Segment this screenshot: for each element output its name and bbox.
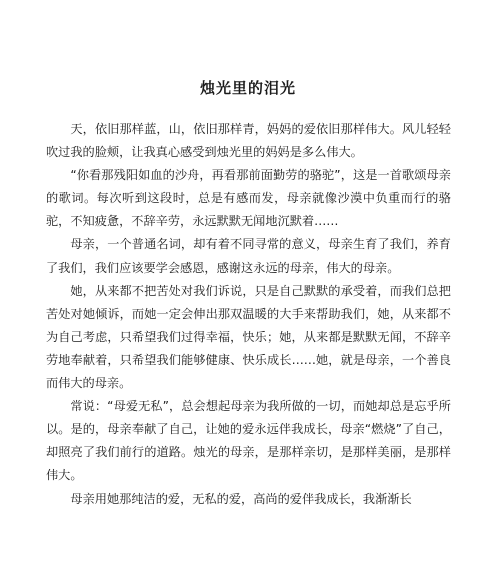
paragraph: 母亲用她那纯洁的爱，无私的爱，高尚的爱伴我成长，我渐渐长 <box>70 491 412 506</box>
paragraph: 她，从来都不把苦处对我们诉说，只是自己默默的承受着，而我们总把苦处对她倾诉，而她一定会伸出那双温暖的大手来帮助我们，她，从来都不为自己考虑，只希望我们过得幸福，快乐；她，从来都是默默无闻，不辞辛劳地奉献着，只希望我们能够健康、快乐成长……她，就是母亲，一个善良而伟大的母亲。 <box>46 283 451 391</box>
article-title: 烛光里的泪光 <box>199 79 296 97</box>
paragraph: 母亲，一个普通名词，却有着不同寻常的意义，母亲生育了我们，养育了我们，我们应该要学会感恩，感谢这永远的母亲，伟大的母亲。 <box>46 237 451 275</box>
paragraph: 常说：“母爱无私”，总会想起母亲为我所做的一切，而她却总是忘乎所以。是的，母亲奉献了自己，让她的爱永远伴我成长，母亲“燃烧”了自己，却照亮了我们前行的道路。烛光的母亲，是那样亲切，是那样美丽，是那样伟大。 <box>46 399 451 483</box>
article-body <box>46 118 451 511</box>
paragraph: “你看那残阳如血的沙舟，再看那前面勤劳的骆驼”，这是一首歌颂母亲的歌词。每次听到这段时，总是有感而发，母亲就像沙漠中负重而行的骆驼，不知疲惫，不辞辛劳，永远默默无闻地沉默着…… <box>46 168 451 229</box>
paragraph: 天，依旧那样蓝，山，依旧那样青，妈妈的爱依旧那样伟大。风儿轻轻吹过我的脸颊，让我真心感受到烛光里的妈妈是多么伟大。 <box>46 122 451 160</box>
